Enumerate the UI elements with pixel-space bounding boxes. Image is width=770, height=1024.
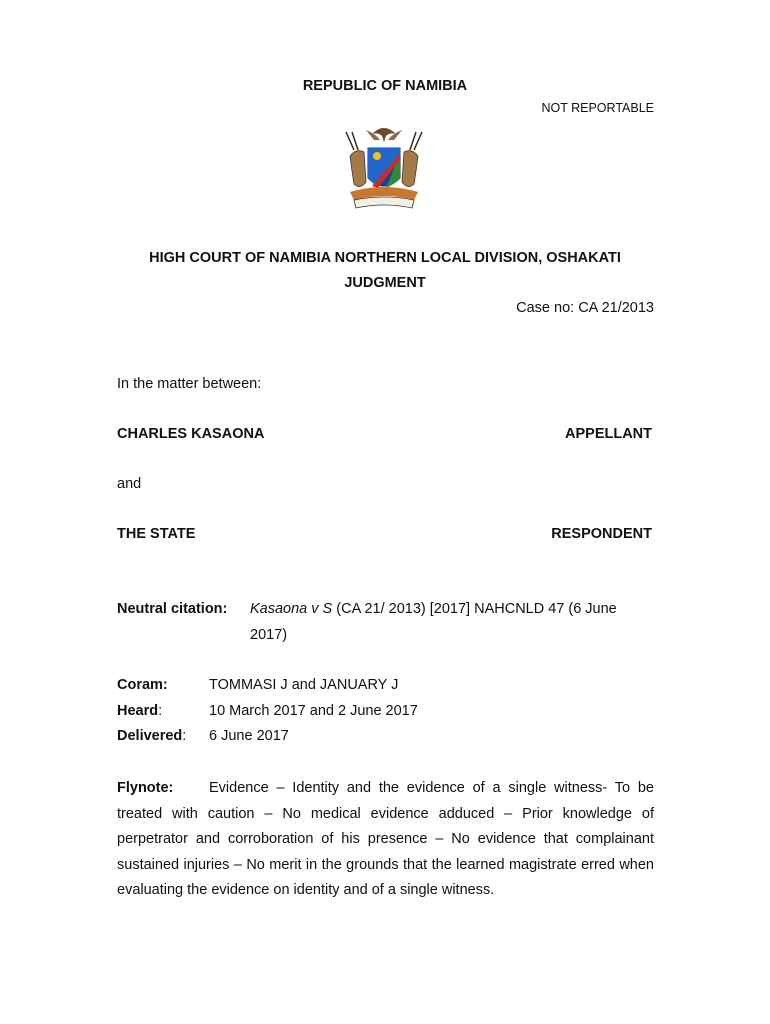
court-name: HIGH COURT OF NAMIBIA NORTHERN LOCAL DIVISION, OSHAKATI bbox=[149, 250, 621, 266]
document-type: JUDGMENT bbox=[344, 275, 426, 291]
flynote-text: Evidence – Identity and the evidence of a single witness- To be treated with caution – No medical evidence adduced – Prior knowledge of perpetrator and corroboration of his presence – No evidence that complainant sustained injuries – No merit in the grounds that the learned magistrate erred when evaluating the evidence on identity and of a single witness. bbox=[117, 780, 654, 898]
heard-label: Heard bbox=[117, 703, 159, 719]
parties-conjunction: and bbox=[117, 476, 142, 492]
coram-value: TOMMASI J and JANUARY J bbox=[209, 677, 399, 693]
appellant-role: APPELLANT bbox=[565, 426, 652, 442]
delivered-label: Delivered bbox=[117, 728, 183, 744]
country-heading: REPUBLIC OF NAMIBIA bbox=[302, 78, 468, 94]
respondent-name: THE STATE bbox=[117, 526, 196, 542]
neutral-citation-label: Neutral citation: bbox=[117, 601, 228, 617]
delivered-value: 6 June 2017 bbox=[209, 728, 289, 744]
citation-case-name: Kasaona v S bbox=[250, 601, 333, 617]
heard-label-row: Heard: bbox=[117, 703, 163, 719]
heard-value: 10 March 2017 and 2 June 2017 bbox=[209, 703, 418, 719]
citation-reference: (CA 21/ 2013) [2017] NAHCNLD 47 (6 June bbox=[332, 601, 617, 617]
flynote-paragraph bbox=[117, 776, 654, 904]
reportable-status: NOT REPORTABLE bbox=[541, 101, 654, 115]
matter-intro: In the matter between: bbox=[117, 376, 262, 392]
coram-label: Coram: bbox=[117, 677, 168, 693]
coat-of-arms-icon bbox=[336, 120, 432, 216]
delivered-label-row: Delivered: bbox=[117, 728, 187, 744]
flynote-label: Flynote: bbox=[117, 780, 174, 796]
neutral-citation-line1 bbox=[250, 601, 617, 617]
neutral-citation-line2: 2017) bbox=[250, 627, 288, 643]
appellant-name: CHARLES KASAONA bbox=[117, 426, 265, 442]
case-number: Case no: CA 21/2013 bbox=[516, 300, 654, 316]
respondent-role: RESPONDENT bbox=[551, 526, 652, 542]
